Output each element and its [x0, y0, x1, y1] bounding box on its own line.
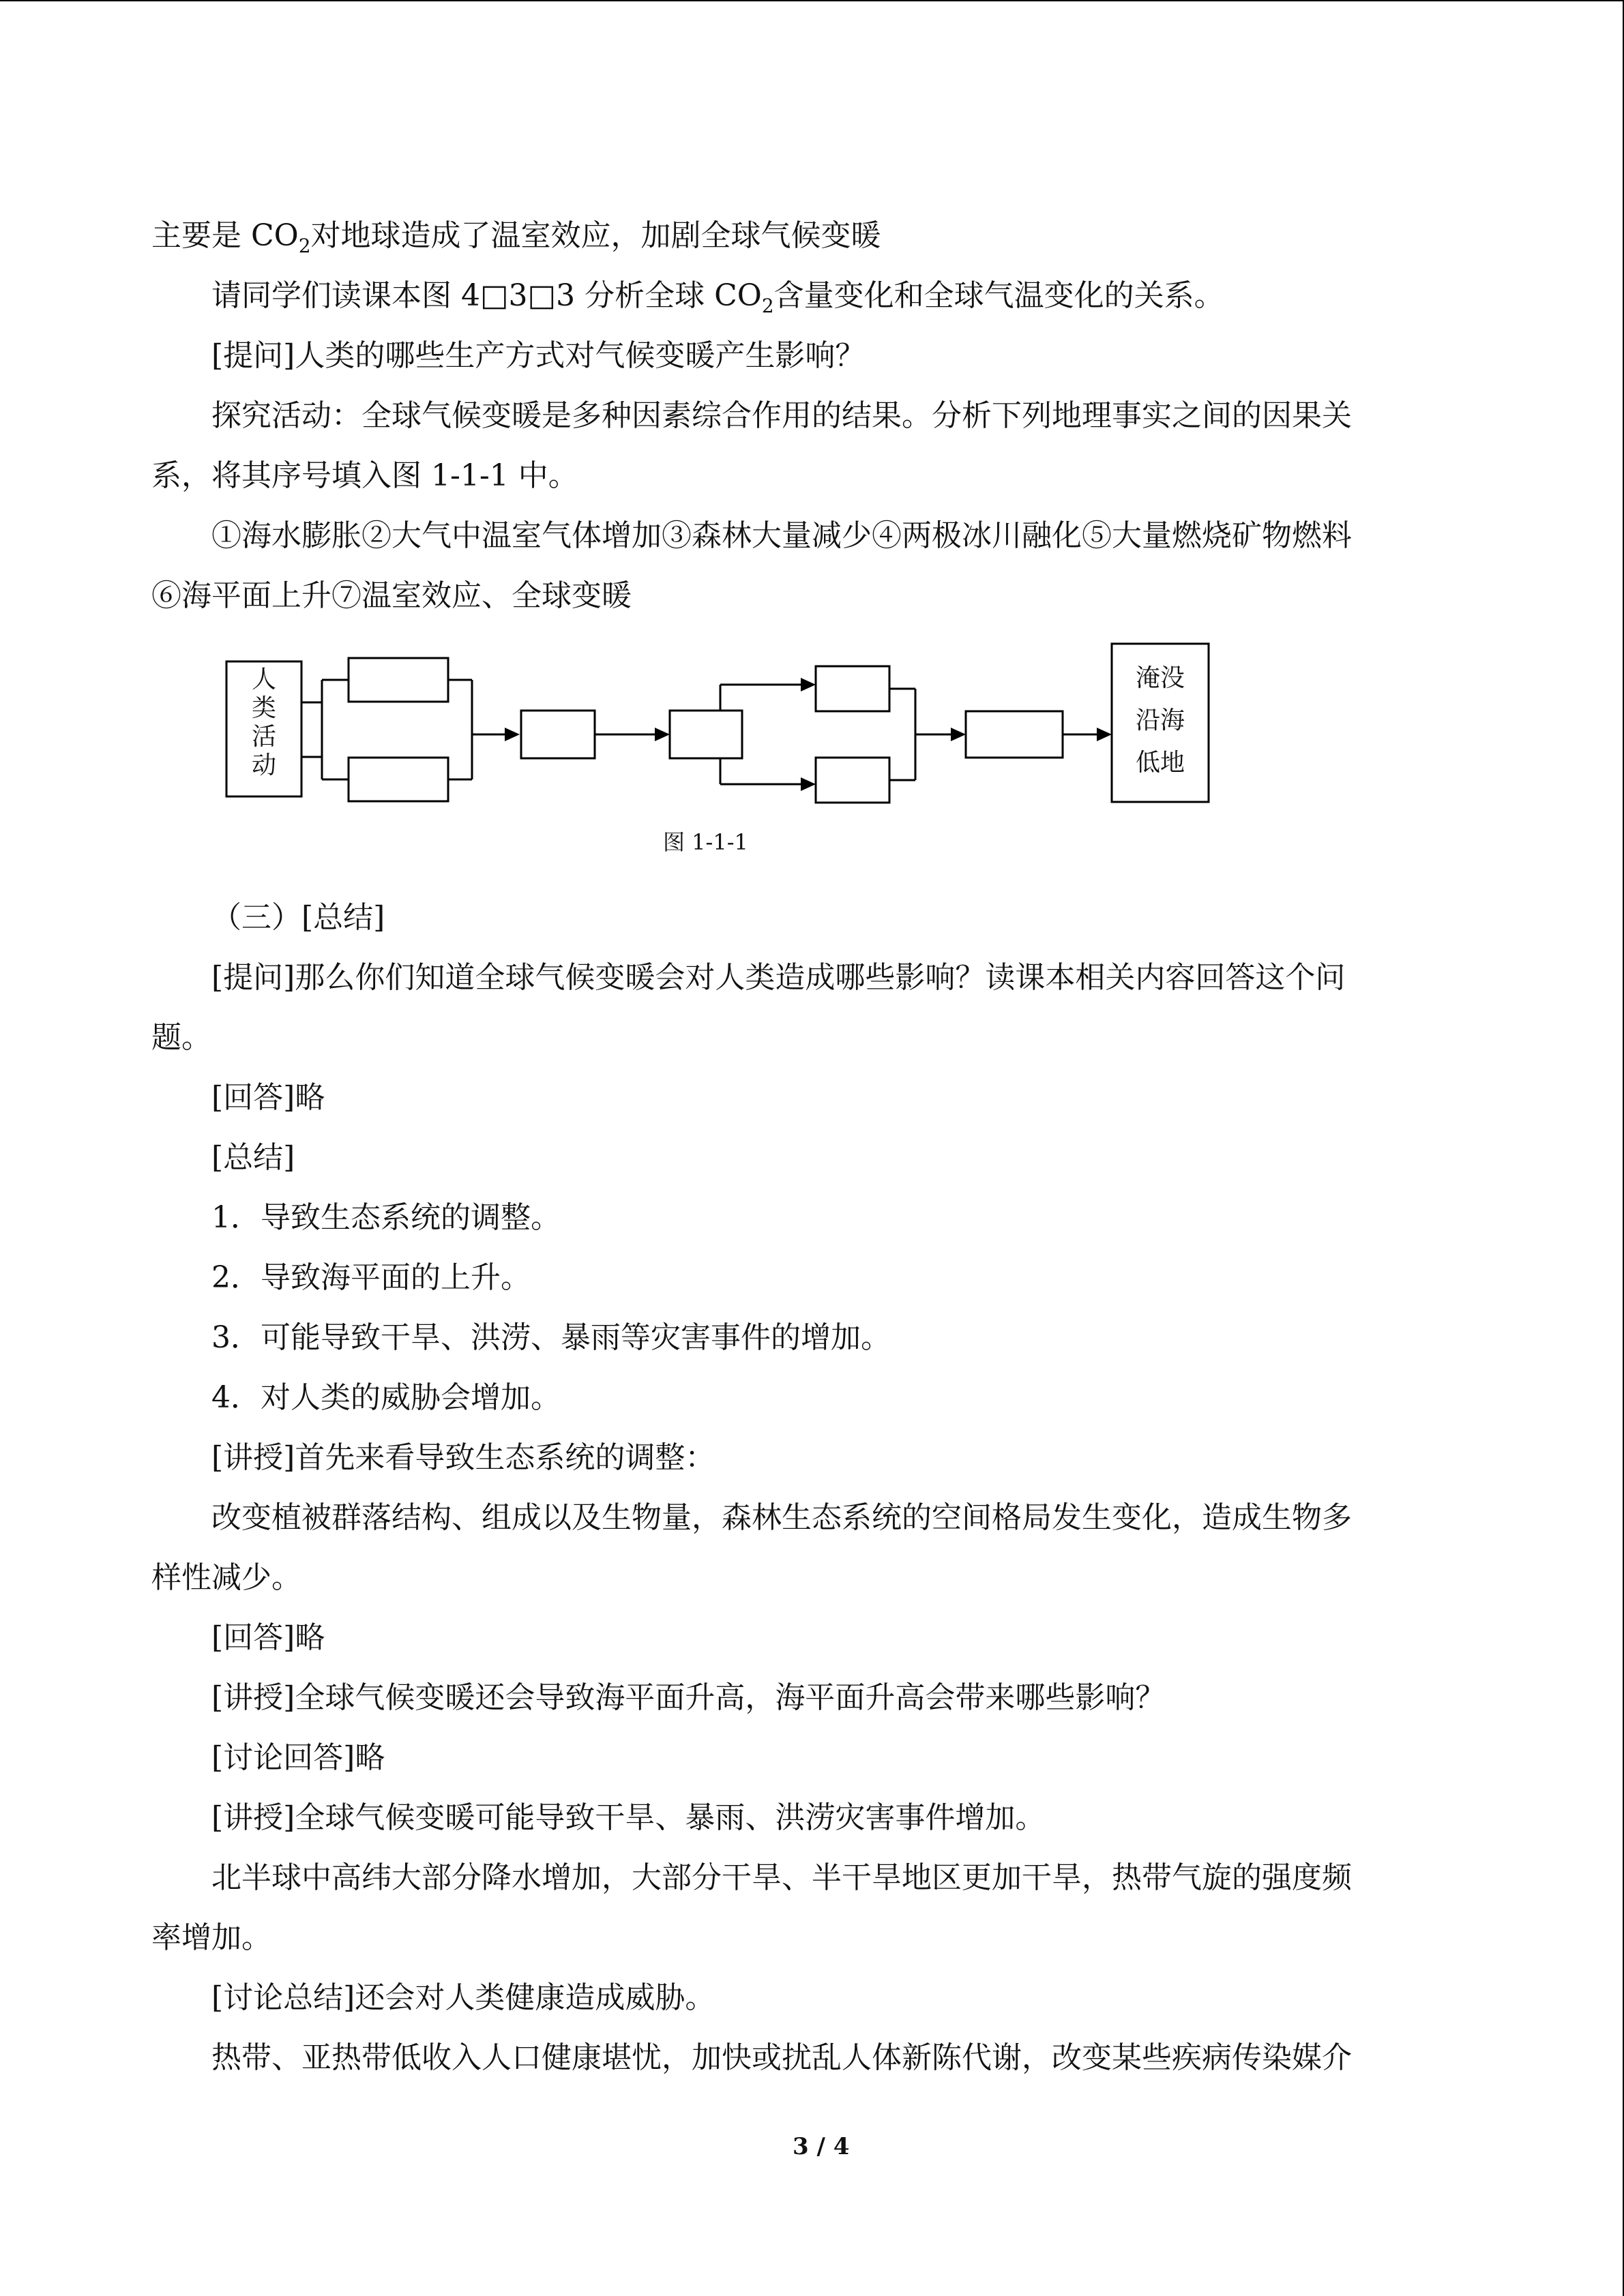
text-line-6: ①海水膨胀②大气中温室气体增加③森林大量减少④两极冰川融化⑤大量燃烧矿物燃料	[211, 518, 1352, 553]
text-line: [讨论总结]还会对人类健康造成威胁。	[211, 1980, 715, 2015]
arrow-6	[1097, 728, 1112, 741]
list-item: 4．对人类的威胁会增加。	[211, 1380, 561, 1415]
text-line: 改变植被群落结构、组成以及生物量，森林生态系统的空间格局发生变化，造成生物多	[211, 1500, 1352, 1535]
coastal-lowland-line-3: 低地	[1135, 749, 1185, 777]
arrow-4	[801, 777, 816, 791]
text-line: [总结]	[211, 1140, 295, 1175]
blank-box-4	[670, 711, 742, 758]
text-line-7: ⑥海平面上升⑦温室效应、全球变暖	[151, 578, 632, 613]
text-line-5: 系，将其序号填入图 1-1-1 中。	[151, 458, 578, 493]
text-line: [讲授]全球气候变暖可能导致干旱、暴雨、洪涝灾害事件增加。	[211, 1800, 1046, 1835]
section-heading: （三）[总结]	[211, 900, 385, 935]
blank-box-6	[816, 758, 889, 803]
text-line: 率增加。	[151, 1920, 271, 1955]
text-line: [提问]那么你们知道全球气候变暖会对人类造成哪些影响？读课本相关内容回答这个问	[211, 960, 1346, 995]
text-line: [回答]略	[211, 1080, 325, 1115]
text-line-2: 请同学们读课本图 4□3□3 分析全球 $CO_2$含量变化和全球气温变化的关系。	[211, 278, 1224, 317]
text-line: [讨论回答]略	[211, 1740, 385, 1775]
text-line-1: 主要是 $CO_2$对地球造成了温室效应，加剧全球气候变暖	[151, 218, 881, 257]
coastal-lowland-line-2: 沿海	[1135, 706, 1185, 734]
text-line: 北半球中高纬大部分降水增加，大部分干旱、半干旱地区更加干旱，热带气旋的强度频	[211, 1860, 1352, 1895]
human-activity-char-1: 人	[251, 666, 277, 694]
blank-box-7	[966, 711, 1063, 758]
human-activity-char-4: 动	[251, 751, 277, 779]
list-item: 2．导致海平面的上升。	[211, 1260, 531, 1295]
text-line: 样性减少。	[151, 1560, 301, 1595]
flow-diagram	[0, 0, 1624, 886]
blank-box-3	[521, 711, 595, 758]
text-line: [回答]略	[211, 1620, 325, 1655]
text-line: 热带、亚热带低收入人口健康堪忧，加快或扰乱人体新陈代谢，改变某些疾病传染媒介	[211, 2040, 1352, 2075]
list-item: 3．可能导致干旱、洪涝、暴雨等灾害事件的增加。	[211, 1320, 891, 1355]
text-line: 题。	[151, 1020, 211, 1055]
text-line-3: [提问]人类的哪些生产方式对气候变暖产生影响？	[211, 338, 866, 373]
arrow-1	[505, 728, 520, 741]
text-line-4: 探究活动：全球气候变暖是多种因素综合作用的结果。分析下列地理事实之间的因果关	[211, 398, 1352, 433]
arrow-2	[655, 728, 670, 741]
human-activity-char-2: 类	[251, 694, 277, 722]
arrow-5	[951, 728, 966, 741]
text-line: [讲授]首先来看导致生态系统的调整：	[211, 1440, 715, 1475]
figure-caption: 图 1-1-1	[663, 829, 748, 855]
list-item: 1．导致生态系统的调整。	[211, 1200, 561, 1235]
arrow-3	[801, 678, 816, 691]
text-line: [讲授]全球气候变暖还会导致海平面升高，海平面升高会带来哪些影响？	[211, 1680, 1166, 1715]
coastal-lowland-line-1: 淹没	[1135, 664, 1185, 692]
blank-box-5	[816, 666, 889, 711]
blank-box-1	[349, 658, 448, 702]
human-activity-char-3: 活	[251, 723, 277, 751]
page-number: 3 / 4	[793, 2133, 850, 2160]
blank-box-2	[349, 758, 448, 801]
